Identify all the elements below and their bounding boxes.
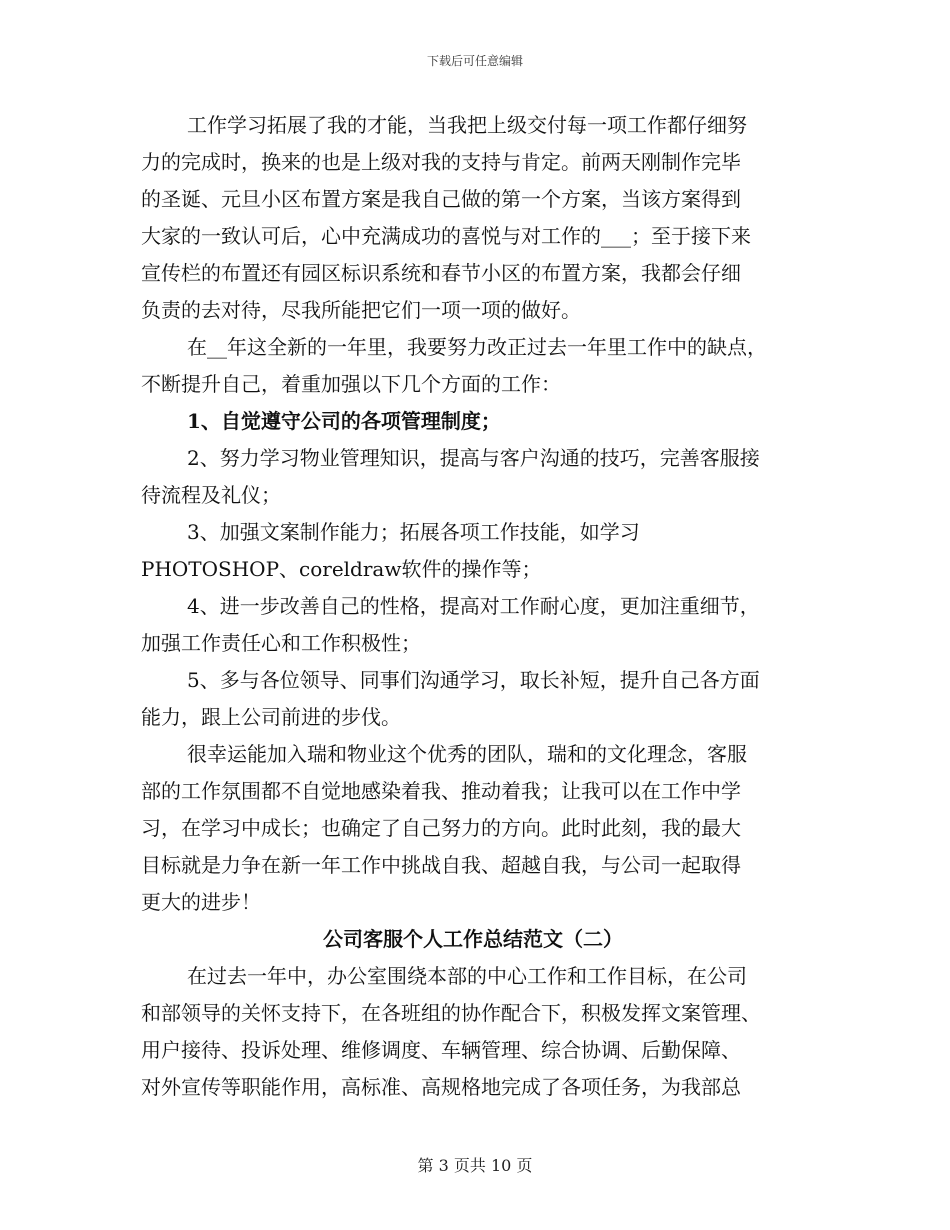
- paragraph-line: 对外宣传等职能作用，高标准、高规格地完成了各项任务，为我部总: [141, 1075, 741, 1099]
- list-item: 能力，跟上公司前进的步伐。: [141, 705, 401, 729]
- paragraph-line: 很幸运能加入瑞和物业这个优秀的团队，瑞和的文化理念，客服: [187, 742, 747, 766]
- paragraph-line: 工作学习拓展了我的才能，当我把上级交付每一项工作都仔细努: [187, 113, 747, 137]
- paragraph-line: 负责的去对待，尽我所能把它们一项一项的做好。: [141, 298, 581, 322]
- paragraph-line: 和部领导的关怀支持下，在各班组的协作配合下，积极发挥文案管理、: [141, 1001, 761, 1025]
- paragraph-line: 目标就是力争在新一年工作中挑战自我、超越自我，与公司一起取得: [141, 853, 741, 877]
- paragraph-line: 习，在学习中成长；也确定了自己努力的方向。此时此刻，我的最大: [141, 816, 741, 840]
- list-item: 4、进一步改善自己的性格，提高对工作耐心度，更加注重细节，: [187, 594, 760, 618]
- paragraph-line: 在过去一年中，办公室围绕本部的中心工作和工作目标，在公司: [187, 964, 747, 988]
- paragraph-line: 的圣诞、元旦小区布置方案是我自己做的第一个方案，当该方案得到: [141, 187, 741, 211]
- paragraph-line: 力的完成时，换来的也是上级对我的支持与肯定。前两天刚制作完毕: [141, 150, 741, 174]
- paragraph-line: 更大的进步！: [141, 890, 261, 914]
- paragraph-line: 在__年这全新的一年里，我要努力改正过去一年里工作中的缺点，: [187, 335, 767, 359]
- list-item: 待流程及礼仪；: [141, 483, 281, 507]
- list-item: 3、加强文案制作能力；拓展各项工作技能，如学习: [187, 520, 640, 544]
- paragraph-line: 不断提升自己，着重加强以下几个方面的工作：: [141, 372, 561, 396]
- list-item: 5、多与各位领导、同事们沟通学习，取长补短，提升自己各方面: [187, 668, 760, 692]
- list-item-bold: 1、自觉遵守公司的各项管理制度；: [187, 409, 501, 433]
- paragraph-line: 大家的一致认可后，心中充满成功的喜悦与对工作的___；至于接下来: [141, 224, 751, 248]
- paragraph-line: 部的工作氛围都不自觉地感染着我、推动着我；让我可以在工作中学: [141, 779, 741, 803]
- section-heading: 公司客服个人工作总结范文（二）: [323, 927, 623, 951]
- list-item: PHOTOSHOP、coreldraw软件的操作等；: [141, 557, 542, 581]
- list-item: 加强工作责任心和工作积极性；: [141, 631, 421, 655]
- list-item: 2、努力学习物业管理知识，提高与客户沟通的技巧，完善客服接: [187, 446, 760, 470]
- page-number: 第 3 页共 10 页: [417, 1156, 533, 1175]
- paragraph-line: 用户接待、投诉处理、维修调度、车辆管理、综合协调、后勤保障、: [141, 1038, 741, 1062]
- document-body: [141, 107, 811, 1106]
- paragraph-line: 宣传栏的布置还有园区标识系统和春节小区的布置方案，我都会仔细: [141, 261, 741, 285]
- page-header: 下载后可任意编辑: [426, 54, 523, 68]
